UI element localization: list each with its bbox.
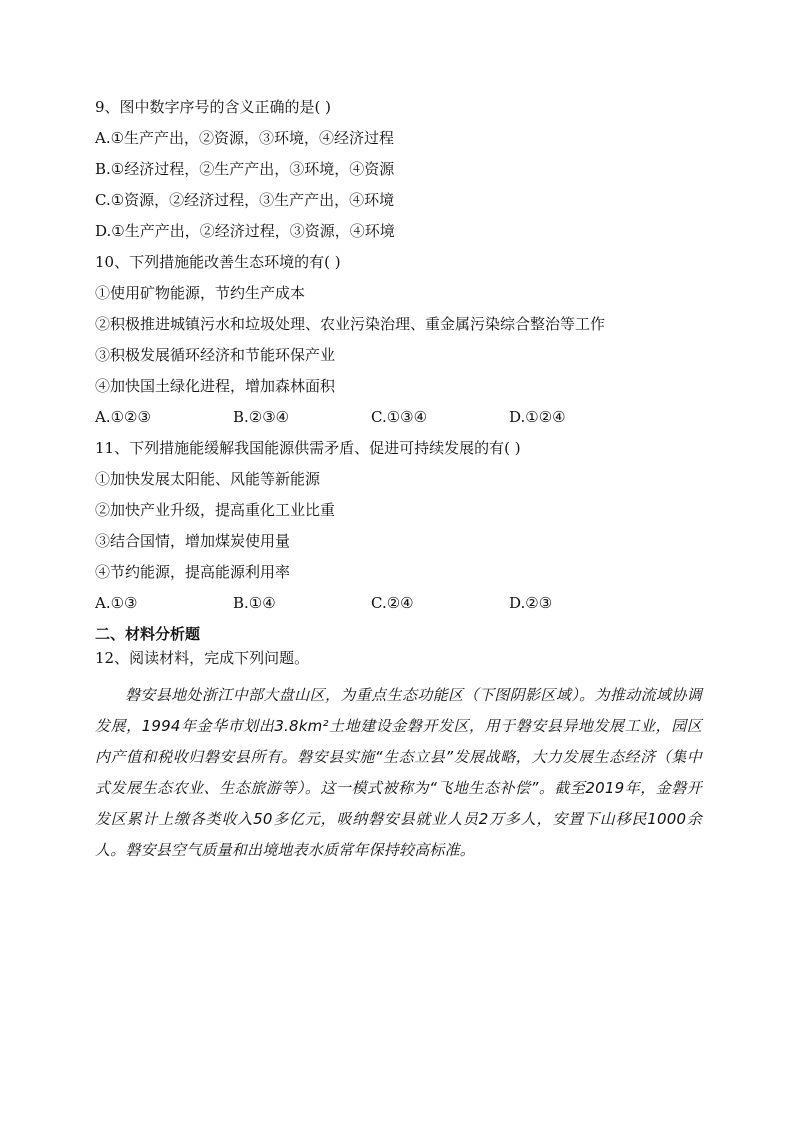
material-passage	[95, 680, 702, 866]
question-10-item-4: ④加快国土绿化进程，增加森林面积	[95, 377, 336, 395]
question-11-option-d: D.②③	[509, 594, 553, 612]
question-9-option-c: C.①资源，②经济过程，③生产产出，④环境	[95, 191, 395, 209]
section-heading: 二、材料分析题	[95, 625, 201, 643]
question-11-options	[95, 593, 715, 613]
question-11-option-c: C.②④	[371, 594, 414, 612]
question-10-stem: 10、下列措施能改善生态环境的有( )	[95, 253, 341, 271]
material-text: 磐安县地处浙江中部大盘山区，为重点生态功能区（下图阴影区域）。为推动流域协调发展，1994年金华市划出3.8km²土地建设金磐开发区，用于磐安县异地发展工业，园区内产值和税收归磐安县所有。磐安县实施“生态立县”发展战略，大力发展生态经济（集中式发展生态农业、生态旅游等）。这一模式被称为“飞地生态补偿”。截至2019年，金磐开发区累计上缴各类收入50多亿元，吸纳磐安县就业人员2万多人，安置下山移民1000余人。磐安县空气质量和出境地表水质常年保持较高标准。	[95, 686, 702, 859]
question-11-item-2: ②加快产业升级，提高重化工业比重	[95, 501, 336, 519]
question-10-options	[95, 407, 715, 427]
question-9-option-b: B.①经济过程，②生产产出，③环境，④资源	[95, 160, 395, 178]
question-11-item-4: ④节约能源，提高能源利用率	[95, 563, 291, 581]
question-9-option-a: A.①生产产出，②资源，③环境，④经济过程	[95, 129, 395, 147]
question-10-option-d: D.①②④	[509, 408, 566, 426]
question-11-option-a: A.①③	[95, 594, 138, 612]
question-11-option-b: B.①④	[233, 594, 276, 612]
question-11-stem: 11、下列措施能缓解我国能源供需矛盾、促进可持续发展的有( )	[95, 439, 521, 457]
question-10-item-2: ②积极推进城镇污水和垃圾处理、农业污染治理、重金属污染综合整治等工作	[95, 315, 606, 333]
question-11-item-3: ③结合国情，增加煤炭使用量	[95, 532, 291, 550]
question-11-item-1: ①加快发展太阳能、风能等新能源	[95, 470, 321, 488]
question-10-option-b: B.②③④	[233, 408, 290, 426]
question-10-option-a: A.①②③	[95, 408, 151, 426]
question-10-option-c: C.①③④	[371, 408, 428, 426]
question-10-item-3: ③积极发展循环经济和节能环保产业	[95, 346, 336, 364]
question-9-stem: 9、图中数字序号的含义正确的是( )	[95, 98, 332, 116]
question-9-option-d: D.①生产产出，②经济过程，③资源，④环境	[95, 222, 395, 240]
question-10-item-1: ①使用矿物能源，节约生产成本	[95, 284, 306, 302]
question-12-stem: 12、阅读材料，完成下列问题。	[95, 649, 310, 667]
